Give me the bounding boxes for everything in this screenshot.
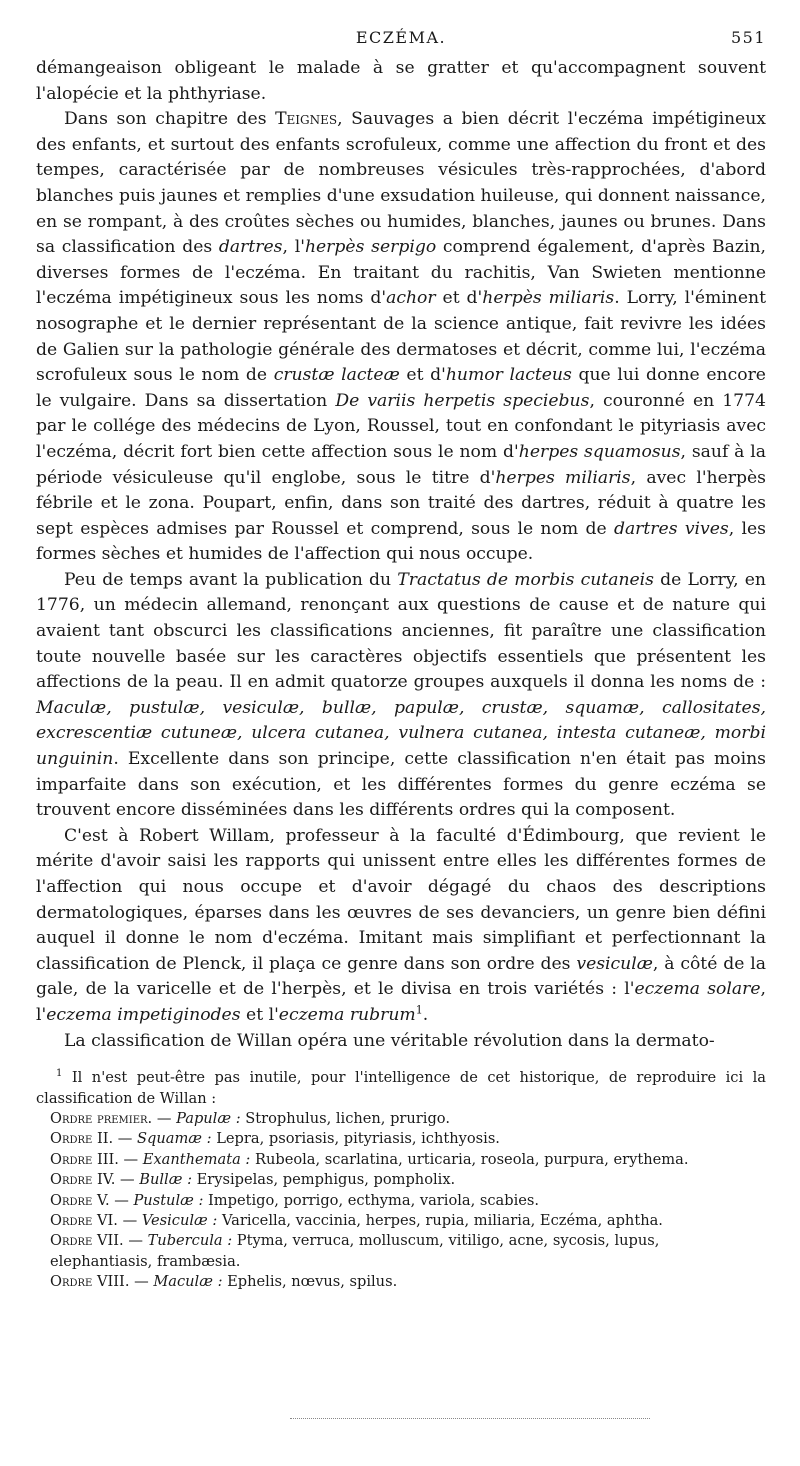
- order-items: Varicella, vaccinia, herpes, rupia, miliaria, Eczéma, aphtha.: [221, 1212, 663, 1229]
- footnote-order: Ordre VII. — Tubercula : Ptyma, verruca, molluscum, vitiligo, acne, sycosis, lupus, elephantiasis, frambæsia.: [50, 1232, 660, 1270]
- order-label: Ordre VII.: [50, 1232, 124, 1250]
- running-title: ECZÉMA.: [355, 28, 447, 47]
- text-run: , l': [36, 979, 766, 1025]
- order-items: Impetigo, porrigo, ecthyma, variola, scabies.: [208, 1191, 540, 1209]
- text-run: achor: [386, 288, 436, 309]
- footnote-order: Ordre premier. — Papulæ : Strophulus, lichen, prurigo.: [50, 1109, 450, 1127]
- text-run: dartres: [218, 237, 283, 258]
- page: [36, 28, 766, 1293]
- text-run: eczema solare: [634, 979, 761, 1000]
- text-run: , Sauvages a bien décrit l'eczéma impétigineux des enfants, et surtout des enfants scrofuleux, comme une affection du front et des tempes, caractérisée par de nombreuses vésicules très-rapprochées, d'abord blanches puis jaunes et remplies d'une exsudation huileuse, qui donnent naissance, en se rompant, à des croûtes sèches ou humides, blanches, jaunes ou brunes. Dans sa classification des: [36, 109, 766, 258]
- text-run: , les formes sèches et humides de l'affection qui nous occupe.: [36, 518, 766, 565]
- text-run: , l': [282, 237, 305, 258]
- body-text: [36, 56, 766, 1054]
- order-items: Erysipelas, pemphigus, pompholix.: [196, 1171, 456, 1189]
- order-label: Ordre II.: [50, 1130, 114, 1148]
- text-run: Dans son chapitre des: [64, 109, 276, 130]
- text-run: comprend également, d'après Bazin, diverses formes de l'eczéma. En traitant du rachitis, Van Swieten mentionne l'eczéma impétigineux sous les noms d': [36, 237, 766, 309]
- paragraph: [36, 568, 766, 824]
- text-run: C'est à Robert Willam, professeur à la faculté d'Édimbourg, que revient le mérite d'avoir saisi les rapports qui unissent entre elles les différentes formes de l'affection qui nous occupe et d'avoir dégagé du chaos des descriptions dermatologiques, éparses dans les œuvres de ses devanciers, un genre bien défini auquel il donne le nom d'eczéma. Imitant mais simplifiant et perfectionnant la classification de Plenck, il plaça ce genre dans son ordre des: [36, 825, 766, 974]
- order-name: Squamæ :: [137, 1130, 212, 1148]
- order-items: Ptyma, verruca, molluscum, vitiligo, acne, sycosis, lupus, elephantiasis, frambæsia.: [50, 1232, 660, 1270]
- footnote-order: Ordre V. — Pustulæ : Impetigo, porrigo, ecthyma, variola, scabies.: [50, 1191, 540, 1209]
- text-run: , sauf à la période vésiculeuse qu'il englobe, sous le titre d': [36, 441, 766, 488]
- footnote-intro-text: Il n'est peut-être pas inutile, pour l'intelligence de cet historique, de reproduire ici la classification de Willan :: [36, 1069, 766, 1107]
- paragraph: [36, 107, 766, 568]
- text-run: de Lorry, en 1776, un médecin allemand, renonçant aux questions de cause et de nature qui avaient tant obscurci les classifications anciennes, fit paraître une classification toute nouvelle basée sur les caractères objectifs essentiels que présentent les affections de la peau. Il en admit quatorze groupes auxquels il donna les noms de :: [36, 569, 766, 693]
- text-run: , à côté de la gale, de la varicelle et de l'herpès, et le divisa en trois variétés : l': [36, 953, 766, 1000]
- text-run: Peu de temps avant la publication du: [64, 569, 398, 590]
- text-run: La classification de Willan opéra une véritable révolution dans la dermato-: [64, 1030, 715, 1051]
- order-label: Ordre V.: [50, 1191, 110, 1209]
- paragraph: [36, 824, 766, 1029]
- text-run: démangeaison obligeant le malade à se gratter et qu'accompagnent souvent l'alopécie et la phthyriase.: [36, 58, 766, 104]
- order-name: Pustulæ :: [133, 1191, 204, 1209]
- order-name: Exanthemata :: [142, 1150, 251, 1168]
- paragraph: [36, 1029, 766, 1055]
- text-run: . Lorry, l'éminent nosographe et le dernier représentant de la science antique, fait revivre les idées de Galien sur la pathologie générale des dermatoses et décrit, comme lui, l'eczéma scrofuleux sous le nom de: [36, 288, 767, 386]
- bottom-rule: [290, 1418, 650, 1419]
- text-run: herpès miliaris: [482, 288, 615, 309]
- text-run: . Excellente dans son principe, cette classification n'en était pas moins imparfaite dans son exécution, et les différentes formes du genre eczéma se trouvent encore disséminées dans les différents ordres qui la composent.: [36, 749, 766, 821]
- order-name: Bullæ :: [139, 1171, 192, 1189]
- text-run: herpes squamosus: [518, 441, 681, 462]
- text-run: vesiculæ: [576, 953, 653, 974]
- text-run: et d': [435, 288, 483, 309]
- order-name: Papulæ :: [176, 1109, 241, 1127]
- text-run: humor lacteus: [445, 365, 572, 386]
- text-run: et d': [399, 365, 446, 386]
- paragraph: [36, 56, 766, 107]
- order-label: Ordre premier.: [50, 1109, 153, 1127]
- order-items: Lepra, psoriasis, pityriasis, ichthyosis.: [216, 1130, 500, 1148]
- order-items: Strophulus, lichen, prurigo.: [245, 1109, 450, 1127]
- footnote-order: Ordre VIII. — Maculæ : Ephelis, nœvus, spilus.: [50, 1273, 398, 1291]
- text-run: et l': [240, 1004, 279, 1025]
- text-run: Tractatus de morbis cutaneis: [397, 569, 655, 590]
- footnote-order: Ordre II. — Squamæ : Lepra, psoriasis, pityriasis, ichthyosis.: [50, 1130, 500, 1148]
- text-run: Teignes: [275, 109, 338, 130]
- text-run: , couronné en 1774 par le collége des médecins de Lyon, Roussel, tout en confondant le pityriasis avec l'eczéma, décrit fort bien cette affection sous le nom d': [36, 390, 766, 462]
- footnote-marker: 1: [56, 1068, 63, 1080]
- text-run: que lui donne encore le vulgaire. Dans sa dissertation: [36, 365, 766, 411]
- footnote: [36, 1068, 766, 1292]
- order-label: Ordre IV.: [50, 1171, 116, 1189]
- footnote-order: Ordre IV. — Bullæ : Erysipelas, pemphigus, pompholix.: [50, 1171, 456, 1189]
- text-run: De variis herpetis speciebus: [335, 390, 590, 411]
- text-run: Maculæ, pustulæ, vesiculæ, bullæ, papulæ, crustæ, squamæ, callositates, excrescentiæ cutuneæ, ulcera cutanea, vulnera cutanea, intesta cutaneæ, morbi unguinin: [36, 697, 766, 770]
- footnote-order: Ordre III. — Exanthemata : Rubeola, scarlatina, urticaria, roseola, purpura, erythema.: [50, 1150, 689, 1168]
- text-run: eczema impetiginodes: [46, 1004, 241, 1025]
- footnote-order: Ordre VI. — Vesiculæ : Varicella, vaccinia, herpes, rupia, miliaria, Eczéma, aphtha.: [50, 1212, 663, 1229]
- order-items: Ephelis, nœvus, spilus.: [227, 1273, 398, 1291]
- order-name: Vesiculæ :: [141, 1212, 218, 1229]
- text-run: eczema rubrum: [278, 1004, 416, 1025]
- text-run: crustæ lacteæ: [273, 365, 400, 386]
- order-label: Ordre VI.: [50, 1212, 118, 1229]
- text-run: .: [422, 1004, 429, 1025]
- text-run: dartres vives: [613, 518, 729, 539]
- order-name: Maculæ :: [153, 1273, 223, 1291]
- order-name: Tubercula :: [147, 1232, 233, 1250]
- text-run: herpès serpigo: [304, 237, 437, 258]
- order-items: Rubeola, scarlatina, urticaria, roseola, purpura, erythema.: [254, 1150, 689, 1168]
- order-label: Ordre VIII.: [50, 1273, 130, 1291]
- order-label: Ordre III.: [50, 1150, 119, 1168]
- text-run: herpes miliaris: [495, 467, 631, 488]
- footnote-order-list: [36, 1109, 766, 1293]
- text-run: , avec l'herpès fébrile et le zona. Poupart, enfin, dans son traité des dartres, réduit à quatre les sept espèces admises par Roussel et comprend, sous le nom de: [36, 467, 766, 539]
- footnote-intro: [36, 1068, 766, 1109]
- running-header: [36, 28, 766, 56]
- footnote-ref: 1: [415, 1003, 423, 1017]
- page-number: 551: [730, 28, 766, 47]
